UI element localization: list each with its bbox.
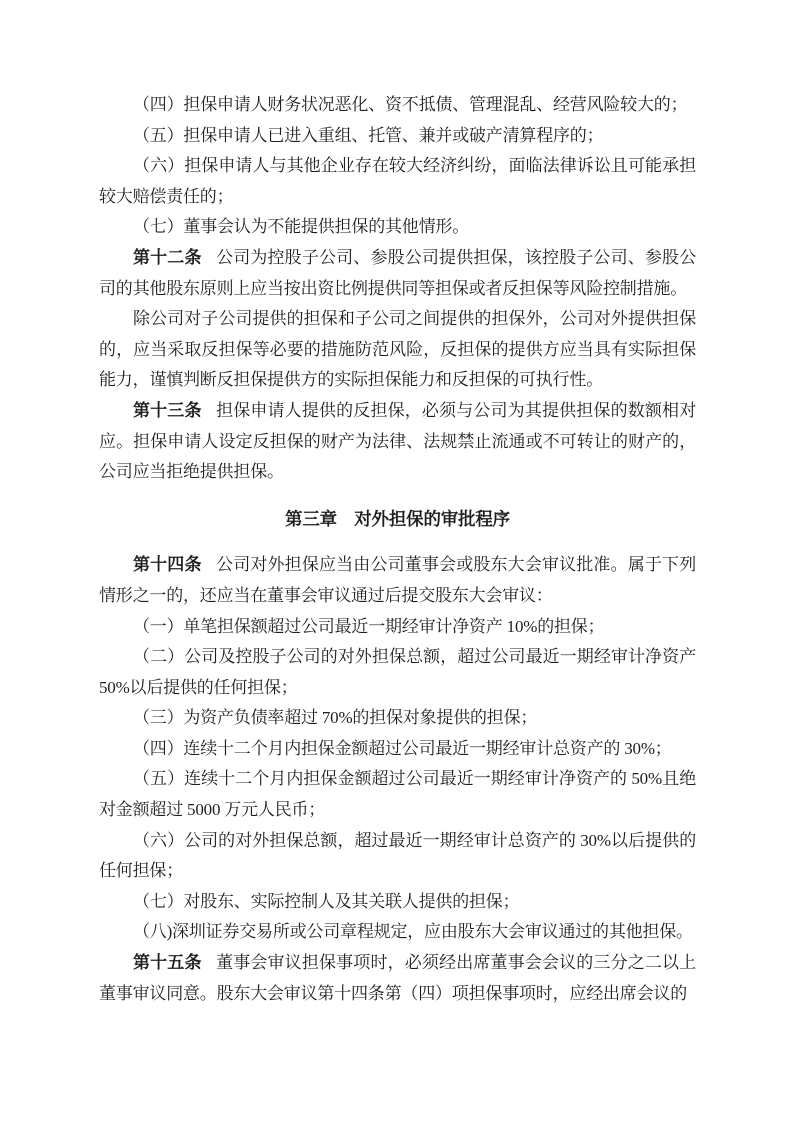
article-number: 第十三条 (133, 400, 202, 420)
paragraph-text: （二）公司及控股子公司的对外担保总额，超过公司最近一期经审计净资产 50%以后提供的任何担保； (99, 647, 696, 697)
list-item (99, 151, 696, 212)
article-number: 第十五条 (133, 953, 202, 973)
list-item (99, 612, 696, 643)
paragraph-text: （七）董事会认为不能提供担保的其他情形。 (133, 217, 469, 237)
article-paragraph (99, 550, 696, 611)
list-item (99, 90, 696, 121)
list-item (99, 917, 696, 948)
list-item (99, 121, 696, 152)
paragraph-text: （一）单笔担保额超过公司最近一期经审计净资产 10%的担保； (133, 616, 605, 636)
paragraph-text: （五）连续十二个月内担保金额超过公司最近一期经审计净资产的 50%且绝对金额超过 5000 万元人民币； (99, 769, 696, 820)
list-item (99, 887, 696, 918)
article-number: 第十二条 (133, 247, 202, 267)
article-paragraph (99, 948, 696, 1009)
paragraph-text: （八)深圳证券交易所或公司章程规定，应由股东大会审议通过的其他担保。 (133, 922, 693, 942)
list-item (99, 826, 696, 887)
article-number: 第十四条 (133, 555, 202, 575)
paragraph-text: （五）担保申请人已进入重组、托管、兼并或破产清算程序的； (133, 125, 604, 145)
article-text: 公司对外担保应当由公司董事会或股东大会审议批准。属于下列情形之一的，还应当在董事会审议通过后提交股东大会审议： (99, 555, 697, 605)
chapter-heading-text: 第三章 对外担保的审批程序 (285, 508, 510, 529)
article-text: 董事会审议担保事项时，必须经出席董事会会议的三分之二以上董事审议同意。股东大会审议第十四条第（四）项担保事项时，应经出席会议的 (99, 953, 697, 1003)
paragraph-text: （六）公司的对外担保总额，超过最近一期经审计总资产的 30%以后提供的任何担保； (99, 830, 696, 881)
paragraph-text: （六）担保申请人与其他企业存在较大经济纠纷，面临法律诉讼且可能承担较大赔偿责任的； (99, 156, 696, 206)
paragraph (99, 304, 696, 396)
list-item (99, 734, 696, 765)
paragraph-text: （四）担保申请人财务状况恶化、资不抵债、管理混乱、经营风险较大的； (133, 95, 688, 114)
article-paragraph (99, 243, 696, 304)
list-item (99, 703, 696, 734)
article-paragraph (99, 396, 696, 488)
list-item (99, 642, 696, 703)
paragraph-text: （四）连续十二个月内担保金额超过公司最近一期经审计总资产的 30%； (133, 738, 672, 758)
list-item (99, 764, 696, 825)
article-text: 担保申请人提供的反担保，必须与公司为其提供担保的数额相对应。担保申请人设定反担保的财产为法律、法规禁止流通或不可转让的财产的，公司应当拒绝提供担保。 (99, 400, 697, 482)
paragraph-text: （七）对股东、实际控制人及其关联人提供的担保； (133, 891, 520, 911)
paragraph-text: （三）为资产负债率超过 70%的担保对象提供的担保； (133, 708, 538, 728)
chapter-heading (99, 504, 696, 535)
document-body (99, 90, 696, 1009)
paragraph-text: 除公司对子公司提供的担保和子公司之间提供的担保外，公司对外提供担保的，应当采取反担保等必要的措施防范风险，反担保的提供方应当具有实际担保能力，谨慎判断反担保提供方的实际担保能力和反担保的可执行性。 (99, 309, 696, 390)
list-item (99, 212, 696, 243)
article-text: 公司为控股子公司、参股公司提供担保，该控股子公司、参股公司的其他股东原则上应当按出资比例提供同等担保或者反担保等风险控制措施。 (99, 247, 697, 298)
